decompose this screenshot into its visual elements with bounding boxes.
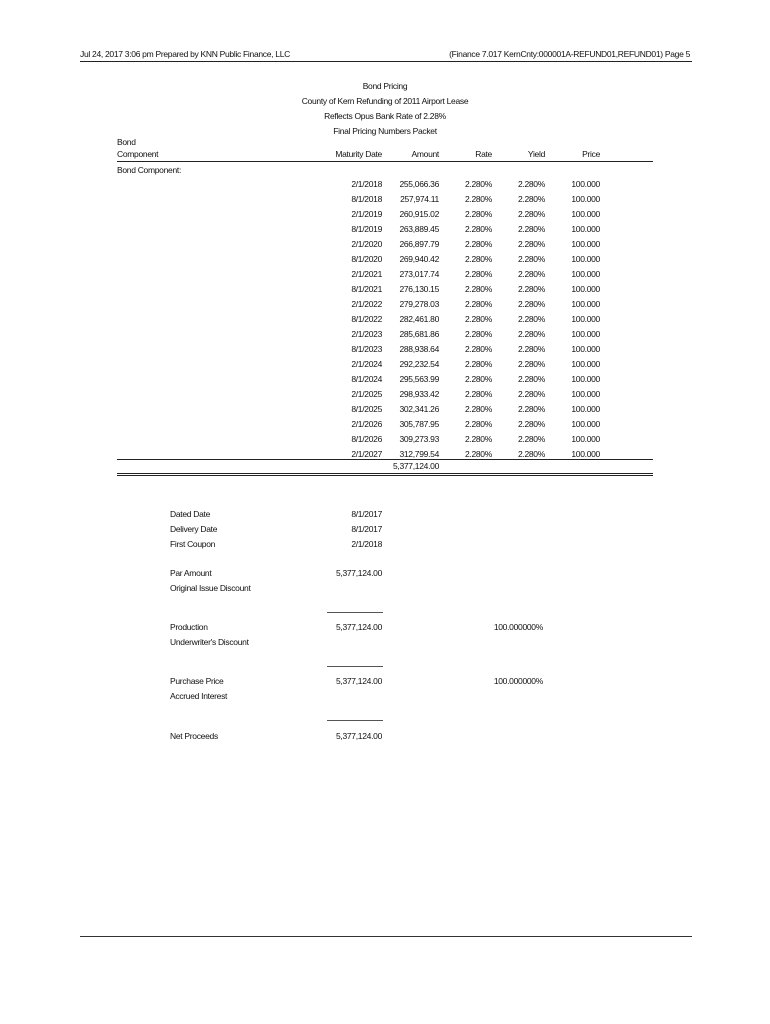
yield-cell: 2.280% [517,434,545,444]
amount-cell: 302,341.26 [399,404,439,414]
yield-cell: 2.280% [517,329,545,339]
summary-row-purchase-price [0,676,770,691]
price-cell: 100.000 [571,284,600,294]
header-rule [80,61,692,62]
rate-cell: 2.280% [464,359,492,369]
rate-cell: 2.280% [464,284,492,294]
rate-cell: 2.280% [464,224,492,234]
yield-cell: 2.280% [517,344,545,354]
column-header-rule [117,161,653,162]
amount-cell: 263,889.45 [399,224,439,234]
maturity-date-cell: 2/1/2022 [351,299,382,309]
original-issue-discount-label: Original Issue Discount [170,583,251,593]
maturity-date-cell: 2/1/2027 [351,449,382,459]
yield-cell: 2.280% [517,389,545,399]
table-row [0,344,770,359]
purchase-price-percent: 100.000000% [493,676,543,686]
maturity-date-cell: 2/1/2023 [351,329,382,339]
price-cell: 100.000 [571,194,600,204]
column-header-maturity-date: Maturity Date [335,149,382,159]
maturity-date-cell: 2/1/2019 [351,209,382,219]
amount-cell: 288,938.64 [399,344,439,354]
table-row [0,404,770,419]
table-row [0,179,770,194]
summary-row-accrued-interest [0,691,770,706]
price-cell: 100.000 [571,254,600,264]
total-amount: 5,377,124.00 [392,461,439,471]
rate-cell: 2.280% [464,389,492,399]
yield-cell: 2.280% [517,404,545,414]
maturity-date-cell: 8/1/2019 [351,224,382,234]
yield-cell: 2.280% [517,179,545,189]
amount-cell: 257,974.11 [400,194,439,204]
rate-cell: 2.280% [464,209,492,219]
yield-cell: 2.280% [517,359,545,369]
summary-row-original-issue-discount [0,583,770,598]
rate-cell: 2.280% [464,254,492,264]
yield-cell: 2.280% [517,314,545,324]
yield-cell: 2.280% [517,284,545,294]
table-row [0,284,770,299]
amount-cell: 298,933.42 [399,389,439,399]
rate-cell: 2.280% [464,344,492,354]
rate-cell: 2.280% [464,434,492,444]
price-cell: 100.000 [571,404,600,414]
section-label: Bond Component: [117,165,182,175]
amount-cell: 276,130.15 [399,284,439,294]
maturity-date-cell: 2/1/2025 [351,389,382,399]
rate-cell: 2.280% [464,449,492,459]
production-value: 5,377,124.00 [335,622,382,632]
table-row [0,194,770,209]
maturity-date-cell: 2/1/2018 [351,179,382,189]
report-subtitle-rate: Reflects Opus Bank Rate of 2.28% [324,111,446,121]
subtotal-rule-production [327,612,383,613]
yield-cell: 2.280% [517,254,545,264]
price-cell: 100.000 [571,299,600,309]
yield-cell: 2.280% [517,449,545,459]
production-percent: 100.000000% [493,622,543,632]
yield-cell: 2.280% [517,209,545,219]
amount-cell: 282,461.80 [399,314,439,324]
table-row [0,269,770,284]
maturity-date-cell: 8/1/2018 [351,194,382,204]
amount-cell: 312,799.54 [399,449,439,459]
price-cell: 100.000 [571,419,600,429]
par-amount-value: 5,377,124.00 [335,568,382,578]
summary-row-par-amount [0,568,770,583]
table-row [0,359,770,374]
price-cell: 100.000 [571,329,600,339]
rate-cell: 2.280% [464,314,492,324]
price-cell: 100.000 [571,359,600,369]
subtotal-rule-net-proceeds [327,720,383,721]
amount-cell: 279,278.03 [399,299,439,309]
purchase-price-label: Purchase Price [170,676,224,686]
maturity-date-cell: 8/1/2022 [351,314,382,324]
column-header-price: Price [582,149,600,159]
maturity-date-cell: 2/1/2024 [351,359,382,369]
price-cell: 100.000 [571,434,600,444]
price-cell: 100.000 [571,449,600,459]
page-header-right: (Finance 7.017 KernCnty:000001A-REFUND01,REFUND01) Page 5 [449,49,690,59]
total-rule-top [117,459,653,460]
rate-cell: 2.280% [464,419,492,429]
table-row [0,224,770,239]
par-amount-label: Par Amount [170,568,212,578]
rate-cell: 2.280% [464,269,492,279]
column-header-yield: Yield [527,149,545,159]
first-coupon-label: First Coupon [170,539,216,549]
price-cell: 100.000 [571,374,600,384]
table-row [0,314,770,329]
summary-row-first-coupon [0,539,770,554]
amount-cell: 295,563.99 [399,374,439,384]
rate-cell: 2.280% [464,194,492,204]
rate-cell: 2.280% [464,299,492,309]
price-cell: 100.000 [571,179,600,189]
table-row [0,389,770,404]
yield-cell: 2.280% [517,224,545,234]
yield-cell: 2.280% [517,239,545,249]
column-header-rate: Rate [475,149,492,159]
first-coupon-value: 2/1/2018 [351,539,382,549]
price-cell: 100.000 [571,344,600,354]
maturity-date-cell: 2/1/2026 [351,419,382,429]
accrued-interest-label: Accrued Interest [170,691,228,701]
page-header-left: Jul 24, 2017 3:06 pm Prepared by KNN Public Finance, LLC [80,49,290,59]
summary-row-underwriters-discount [0,637,770,652]
amount-cell: 309,273.93 [399,434,439,444]
maturity-date-cell: 8/1/2026 [351,434,382,444]
summary-row-dated-date [0,509,770,524]
subtotal-rule-purchase-price [327,666,383,667]
yield-cell: 2.280% [517,269,545,279]
delivery-date-label: Delivery Date [170,524,218,534]
maturity-date-cell: 8/1/2023 [351,344,382,354]
rate-cell: 2.280% [464,239,492,249]
maturity-date-cell: 2/1/2020 [351,239,382,249]
amount-cell: 266,897.79 [399,239,439,249]
summary-row-net-proceeds [0,731,770,746]
total-rule-double-2 [117,475,653,476]
column-header-bond: Bond [117,137,136,147]
amount-cell: 273,017.74 [399,269,439,279]
rate-cell: 2.280% [464,329,492,339]
net-proceeds-value: 5,377,124.00 [335,731,382,741]
dated-date-label: Dated Date [170,509,210,519]
price-cell: 100.000 [571,224,600,234]
price-cell: 100.000 [571,314,600,324]
maturity-date-cell: 8/1/2025 [351,404,382,414]
maturity-date-cell: 2/1/2021 [351,269,382,279]
table-row [0,239,770,254]
net-proceeds-label: Net Proceeds [170,731,218,741]
rate-cell: 2.280% [464,404,492,414]
underwriters-discount-label: Underwriter's Discount [170,637,249,647]
maturity-date-cell: 8/1/2024 [351,374,382,384]
dated-date-value: 8/1/2017 [351,509,382,519]
column-header-component: Component [117,149,159,159]
maturity-date-cell: 8/1/2021 [351,284,382,294]
yield-cell: 2.280% [517,299,545,309]
table-row [0,374,770,389]
total-rule-double-1 [117,473,653,474]
amount-cell: 305,787.95 [399,419,439,429]
price-cell: 100.000 [571,239,600,249]
delivery-date-value: 8/1/2017 [351,524,382,534]
amount-cell: 285,681.86 [399,329,439,339]
table-row [0,209,770,224]
yield-cell: 2.280% [517,374,545,384]
table-row [0,254,770,269]
production-label: Production [170,622,208,632]
amount-cell: 269,940.42 [399,254,439,264]
purchase-price-value: 5,377,124.00 [335,676,382,686]
table-row [0,299,770,314]
price-cell: 100.000 [571,269,600,279]
amount-cell: 255,066.36 [399,179,439,189]
price-cell: 100.000 [571,209,600,219]
yield-cell: 2.280% [517,419,545,429]
table-row [0,419,770,434]
rate-cell: 2.280% [464,374,492,384]
column-header-amount: Amount [411,149,439,159]
rate-cell: 2.280% [464,179,492,189]
price-cell: 100.000 [571,389,600,399]
summary-row-delivery-date [0,524,770,539]
maturity-date-cell: 8/1/2020 [351,254,382,264]
table-row [0,434,770,449]
report-subtitle-packet: Final Pricing Numbers Packet [333,126,437,136]
summary-row-production [0,622,770,637]
report-subtitle-issuer: County of Kern Refunding of 2011 Airport Lease [301,96,469,106]
report-title: Bond Pricing [362,81,408,91]
footer-rule [80,936,692,937]
amount-cell: 292,232.54 [399,359,439,369]
yield-cell: 2.280% [517,194,545,204]
table-row [0,329,770,344]
amount-cell: 260,915.02 [399,209,439,219]
